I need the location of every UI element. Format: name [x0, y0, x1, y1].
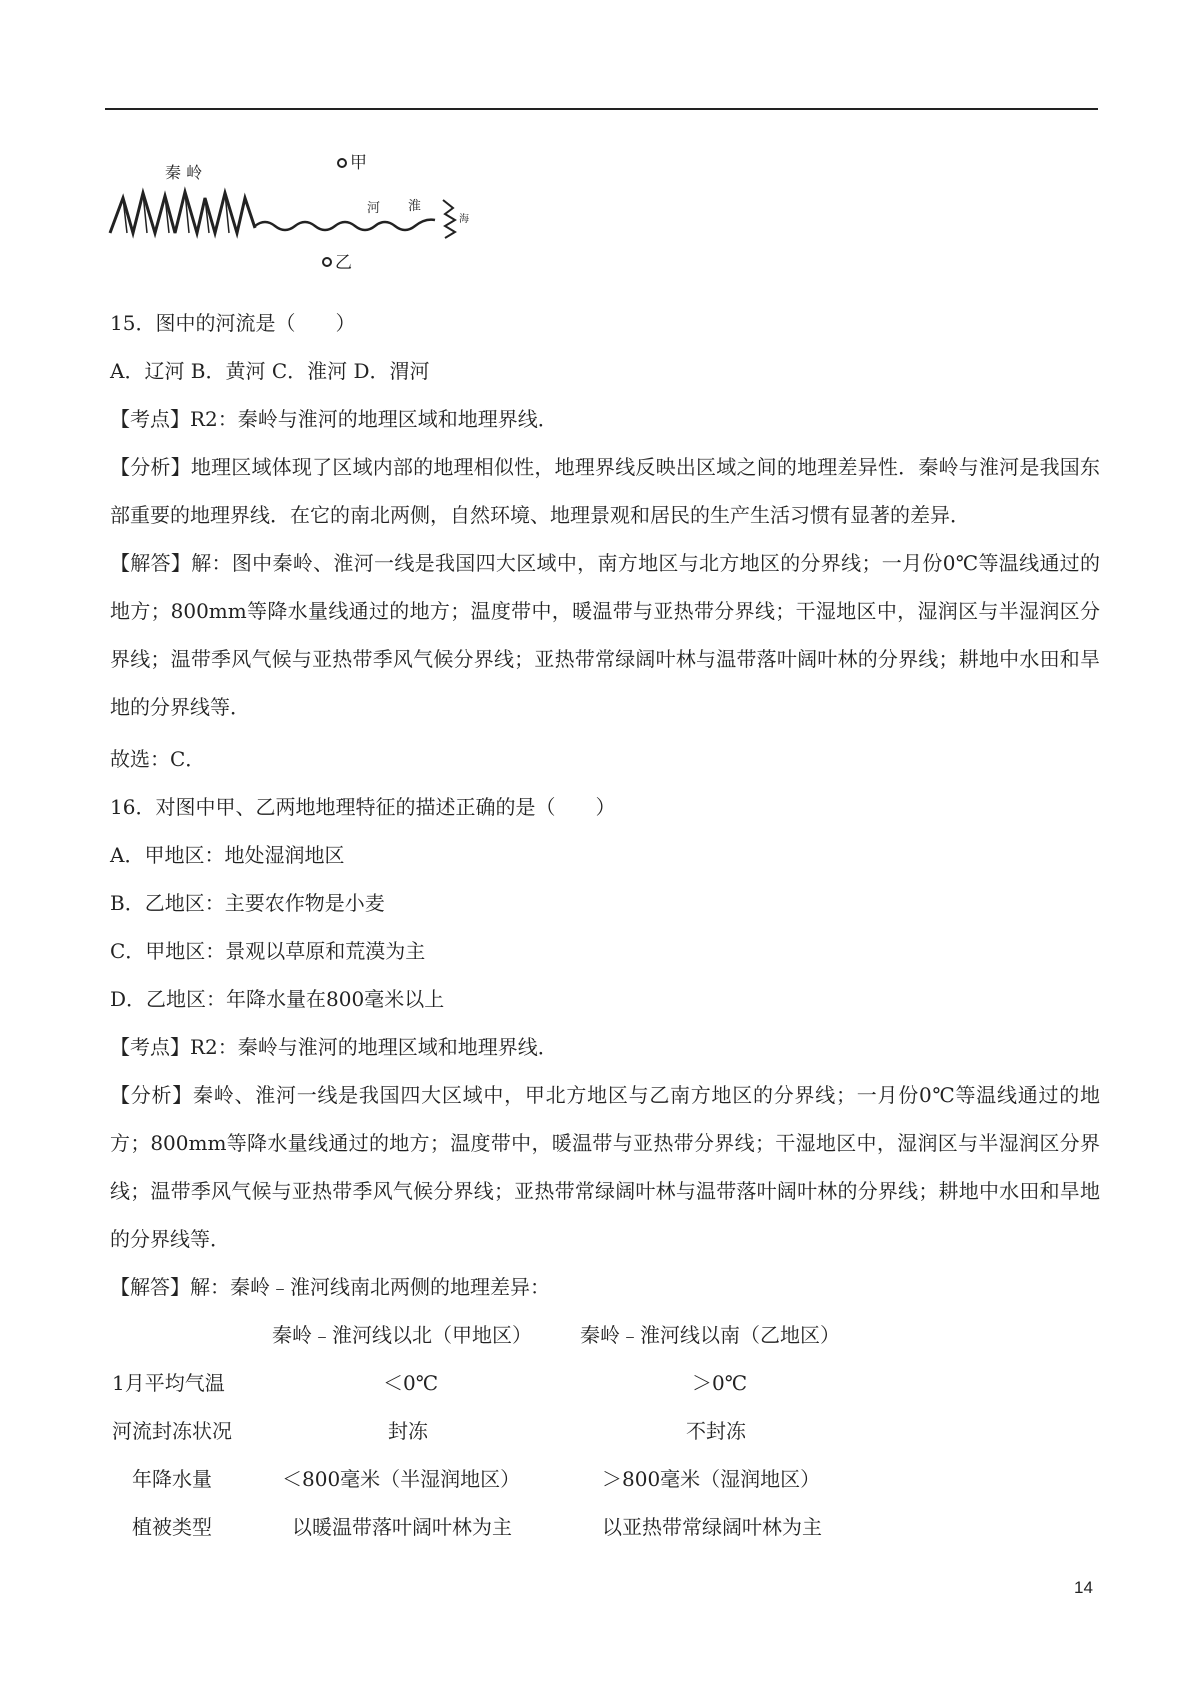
q16-option-a: A．甲地区：地处湿润地区 [110, 843, 345, 867]
q15-options: A．辽河 B．黄河 C．淮河 D．渭河 [110, 359, 430, 383]
table-cell-north: ＜800毫米（半湿润地区） [282, 1467, 521, 1491]
table-row-label: 植被类型 [132, 1515, 212, 1539]
jieda-tag: 【解答】 [110, 1275, 190, 1299]
sea-label: 海 [459, 214, 469, 225]
yi-point-icon [323, 258, 331, 266]
jieda-tag: 【解答】 [110, 551, 192, 575]
table-cell-south: ＞800毫米（湿润地区） [602, 1467, 821, 1491]
q15-question: 15．图中的河流是（ ） [110, 311, 356, 335]
q15-fenxi [110, 443, 1100, 539]
river-label: 河 [367, 201, 381, 216]
table-cell-north: 以暖温带落叶阔叶林为主 [292, 1515, 512, 1539]
table-cell-south: 以亚热带常绿阔叶林为主 [602, 1515, 822, 1539]
header-rule [105, 108, 1098, 110]
yi-label: 乙 [335, 253, 352, 273]
q15-jieda [110, 539, 1100, 731]
q15-kaodian [110, 406, 558, 432]
fenxi-tag: 【分析】 [110, 1083, 193, 1107]
table-row-label: 河流封冻状况 [112, 1419, 232, 1443]
q16-jieda [110, 1274, 550, 1300]
table-cell-south: ＞0℃ [692, 1371, 748, 1395]
table-header-south: 秦岭﹣淮河线以南（乙地区） [580, 1323, 840, 1347]
table-header-north: 秦岭﹣淮河线以北（甲地区） [272, 1323, 532, 1347]
qinling-huaihe-map-figure [105, 148, 515, 298]
kaodian-text: R2：秦岭与淮河的地理区域和地理界线． [190, 1035, 558, 1059]
q15-answer: 故选：C． [110, 747, 206, 771]
kaodian-tag: 【考点】 [110, 1035, 190, 1059]
table-cell-south: 不封冻 [686, 1419, 746, 1443]
q16-option-c: C．甲地区：景观以草原和荒漠为主 [110, 939, 426, 963]
mountain-label: 秦 岭 [165, 163, 203, 182]
jieda-text: 解：秦岭﹣淮河线南北两侧的地理差异： [190, 1275, 550, 1299]
jieda-text: 解：图中秦岭、淮河一线是我国四大区域中，南方地区与北方地区的分界线；一月份0℃等温线通过的地方；800mm等降水量线通过的地方；温度带中，暖温带与亚热带分界线；干湿地区中，湿润区与半湿润区分界线；温带季风气候与亚热带季风气候分界线；亚热带常绿阔叶林与温带落叶阔叶林的分界线；耕地中水田和旱地的分界线等． [110, 551, 1100, 719]
table-row-label: 1月平均气温 [112, 1371, 225, 1395]
q16-fenxi [110, 1071, 1100, 1263]
q16-option-d: D．乙地区：年降水量在800毫米以上 [110, 987, 445, 1011]
kaodian-tag: 【考点】 [110, 407, 190, 431]
q16-kaodian [110, 1034, 558, 1060]
table-row-label: 年降水量 [132, 1467, 212, 1491]
page-number: 14 [1074, 1578, 1093, 1597]
kaodian-text: R2：秦岭与淮河的地理区域和地理界线． [190, 407, 558, 431]
table-cell-north: ＜0℃ [383, 1371, 439, 1395]
q16-question: 16．对图中甲、乙两地地理特征的描述正确的是（ ） [110, 795, 616, 819]
jia-label: 甲 [350, 153, 367, 173]
river-label-2: 淮 [408, 199, 422, 214]
fenxi-tag: 【分析】 [110, 455, 191, 479]
table-cell-north: 封冻 [388, 1419, 428, 1443]
q16-option-b: B．乙地区：主要农作物是小麦 [110, 891, 385, 915]
jia-point-icon [338, 159, 346, 167]
fenxi-text: 地理区域体现了区域内部的地理相似性，地理界线反映出区域之间的地理差异性．秦岭与淮河是我国东部重要的地理界线．在它的南北两侧，自然环境、地理景观和居民的生产生活习惯有显著的差异． [110, 455, 1101, 527]
fenxi-text: 秦岭、淮河一线是我国四大区域中，甲北方地区与乙南方地区的分界线；一月份0℃等温线通过的地方；800mm等降水量线通过的地方；温度带中，暖温带与亚热带分界线；干湿地区中，湿润区与半湿润区分界线；温带季风气候与亚热带季风气候分界线；亚热带常绿阔叶林与温带落叶阔叶林的分界线；耕地中水田和旱地的分界线等． [110, 1083, 1101, 1251]
